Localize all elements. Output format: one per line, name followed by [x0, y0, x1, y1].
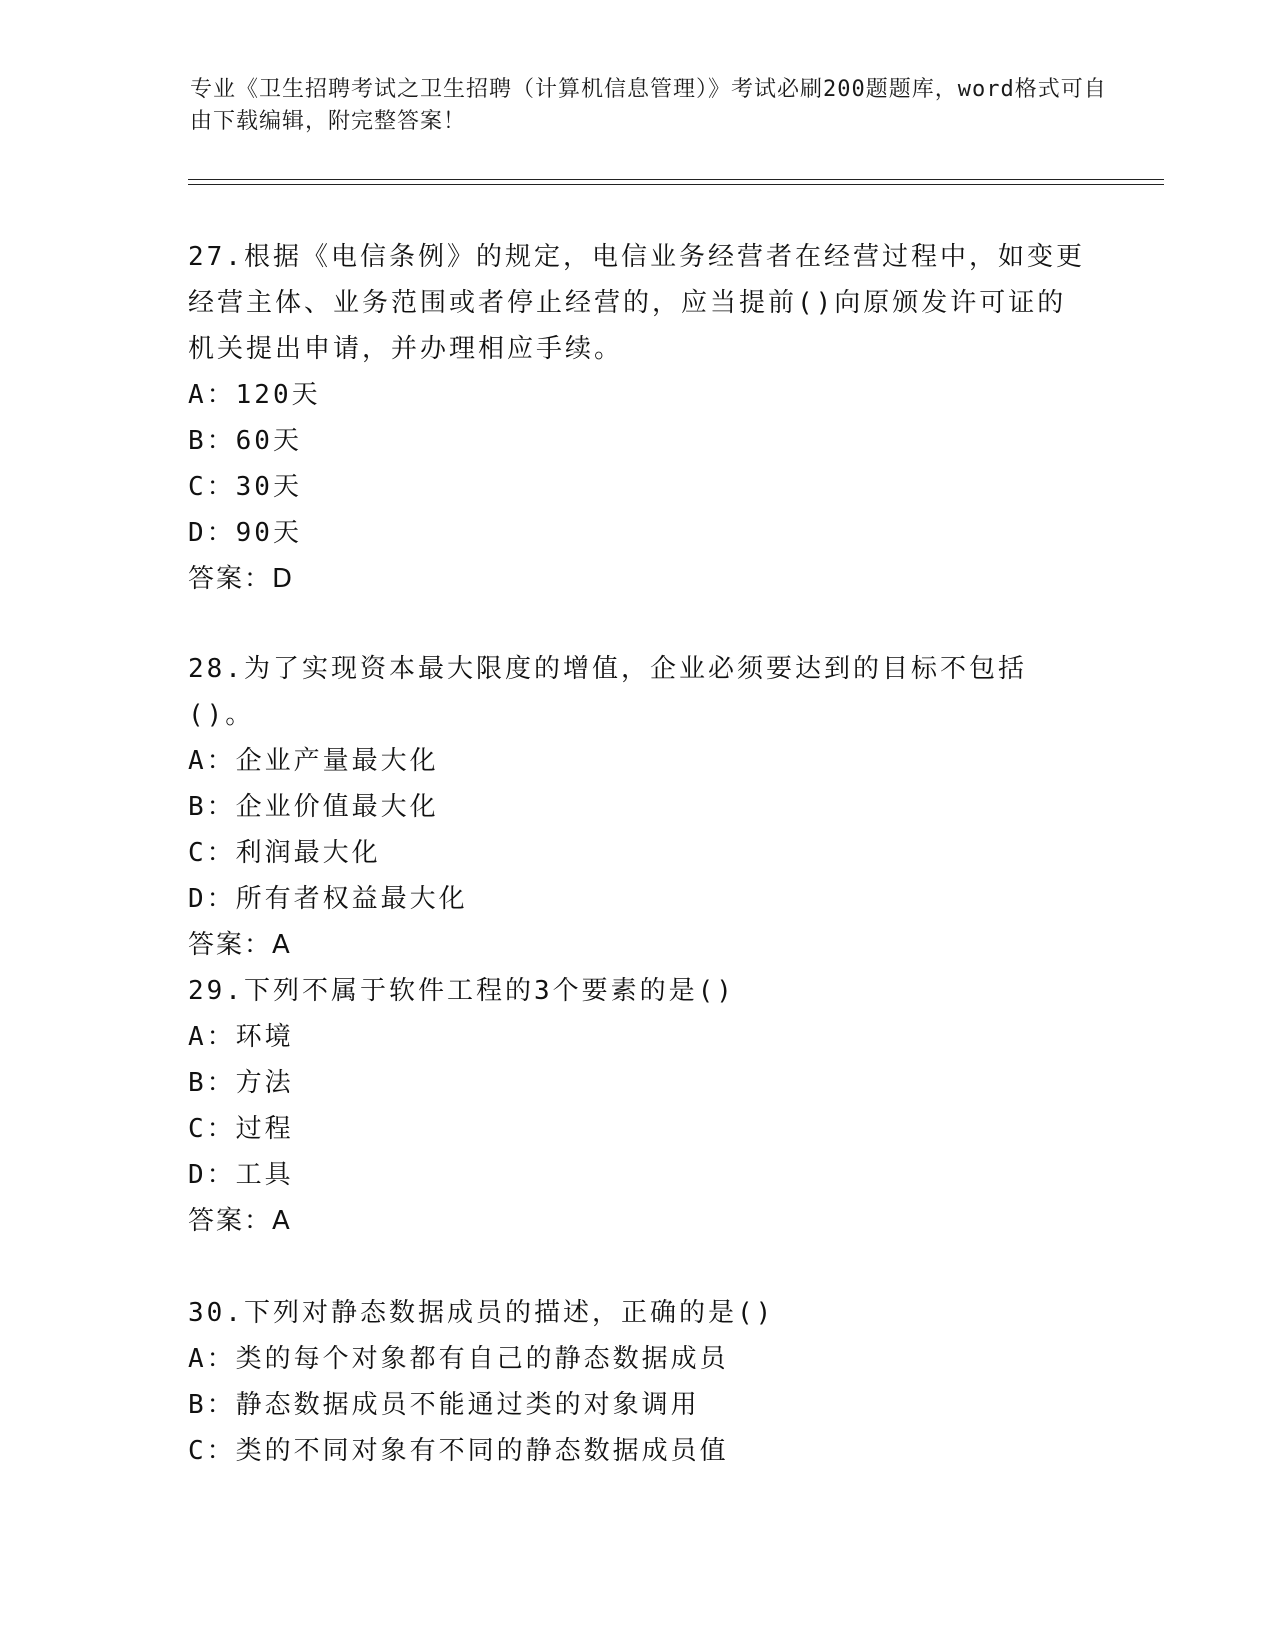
- header-divider-bottom: [188, 184, 1164, 185]
- option-a: A：类的每个对象都有自己的静态数据成员: [188, 1344, 729, 1374]
- option-c: C：30天: [188, 472, 302, 502]
- question-text: 29.下列不属于软件工程的3个要素的是(): [188, 976, 735, 1006]
- option-d: D：工具: [188, 1160, 294, 1190]
- question-30: [188, 1290, 1088, 1474]
- option-c: C：利润最大化: [188, 838, 381, 868]
- question-29: [188, 968, 1088, 1244]
- option-d: D：所有者权益最大化: [188, 884, 468, 914]
- option-b: B：60天: [188, 426, 302, 456]
- question-text: 30.下列对静态数据成员的描述，正确的是(): [188, 1298, 775, 1328]
- question-28: [188, 646, 1088, 968]
- question-text: 27.根据《电信条例》的规定，电信业务经营者在经营过程中，如变更经营主体、业务范围或者停止经营的，应当提前()向原颁发许可证的机关提出申请，并办理相应手续。: [188, 242, 1085, 364]
- answer: 答案：A: [188, 930, 292, 960]
- option-d: D：90天: [188, 518, 302, 548]
- option-a: A：企业产量最大化: [188, 746, 439, 776]
- option-b: B：方法: [188, 1068, 294, 1098]
- option-c: C：类的不同对象有不同的静态数据成员值: [188, 1436, 729, 1466]
- option-b: B：企业价值最大化: [188, 792, 439, 822]
- option-c: C：过程: [188, 1114, 294, 1144]
- option-a: A：120天: [188, 380, 321, 410]
- question-27: [188, 234, 1088, 602]
- question-text: 28.为了实现资本最大限度的增值，企业必须要达到的目标不包括()。: [188, 654, 1027, 730]
- header-divider-top: [188, 179, 1164, 180]
- answer: 答案：A: [188, 1206, 292, 1236]
- document-header: 专业《卫生招聘考试之卫生招聘（计算机信息管理）》考试必刷200题题库，word格式可自由下载编辑，附完整答案！: [190, 77, 1107, 134]
- answer: 答案：D: [188, 564, 295, 594]
- option-a: A：环境: [188, 1022, 294, 1052]
- option-b: B：静态数据成员不能通过类的对象调用: [188, 1390, 700, 1420]
